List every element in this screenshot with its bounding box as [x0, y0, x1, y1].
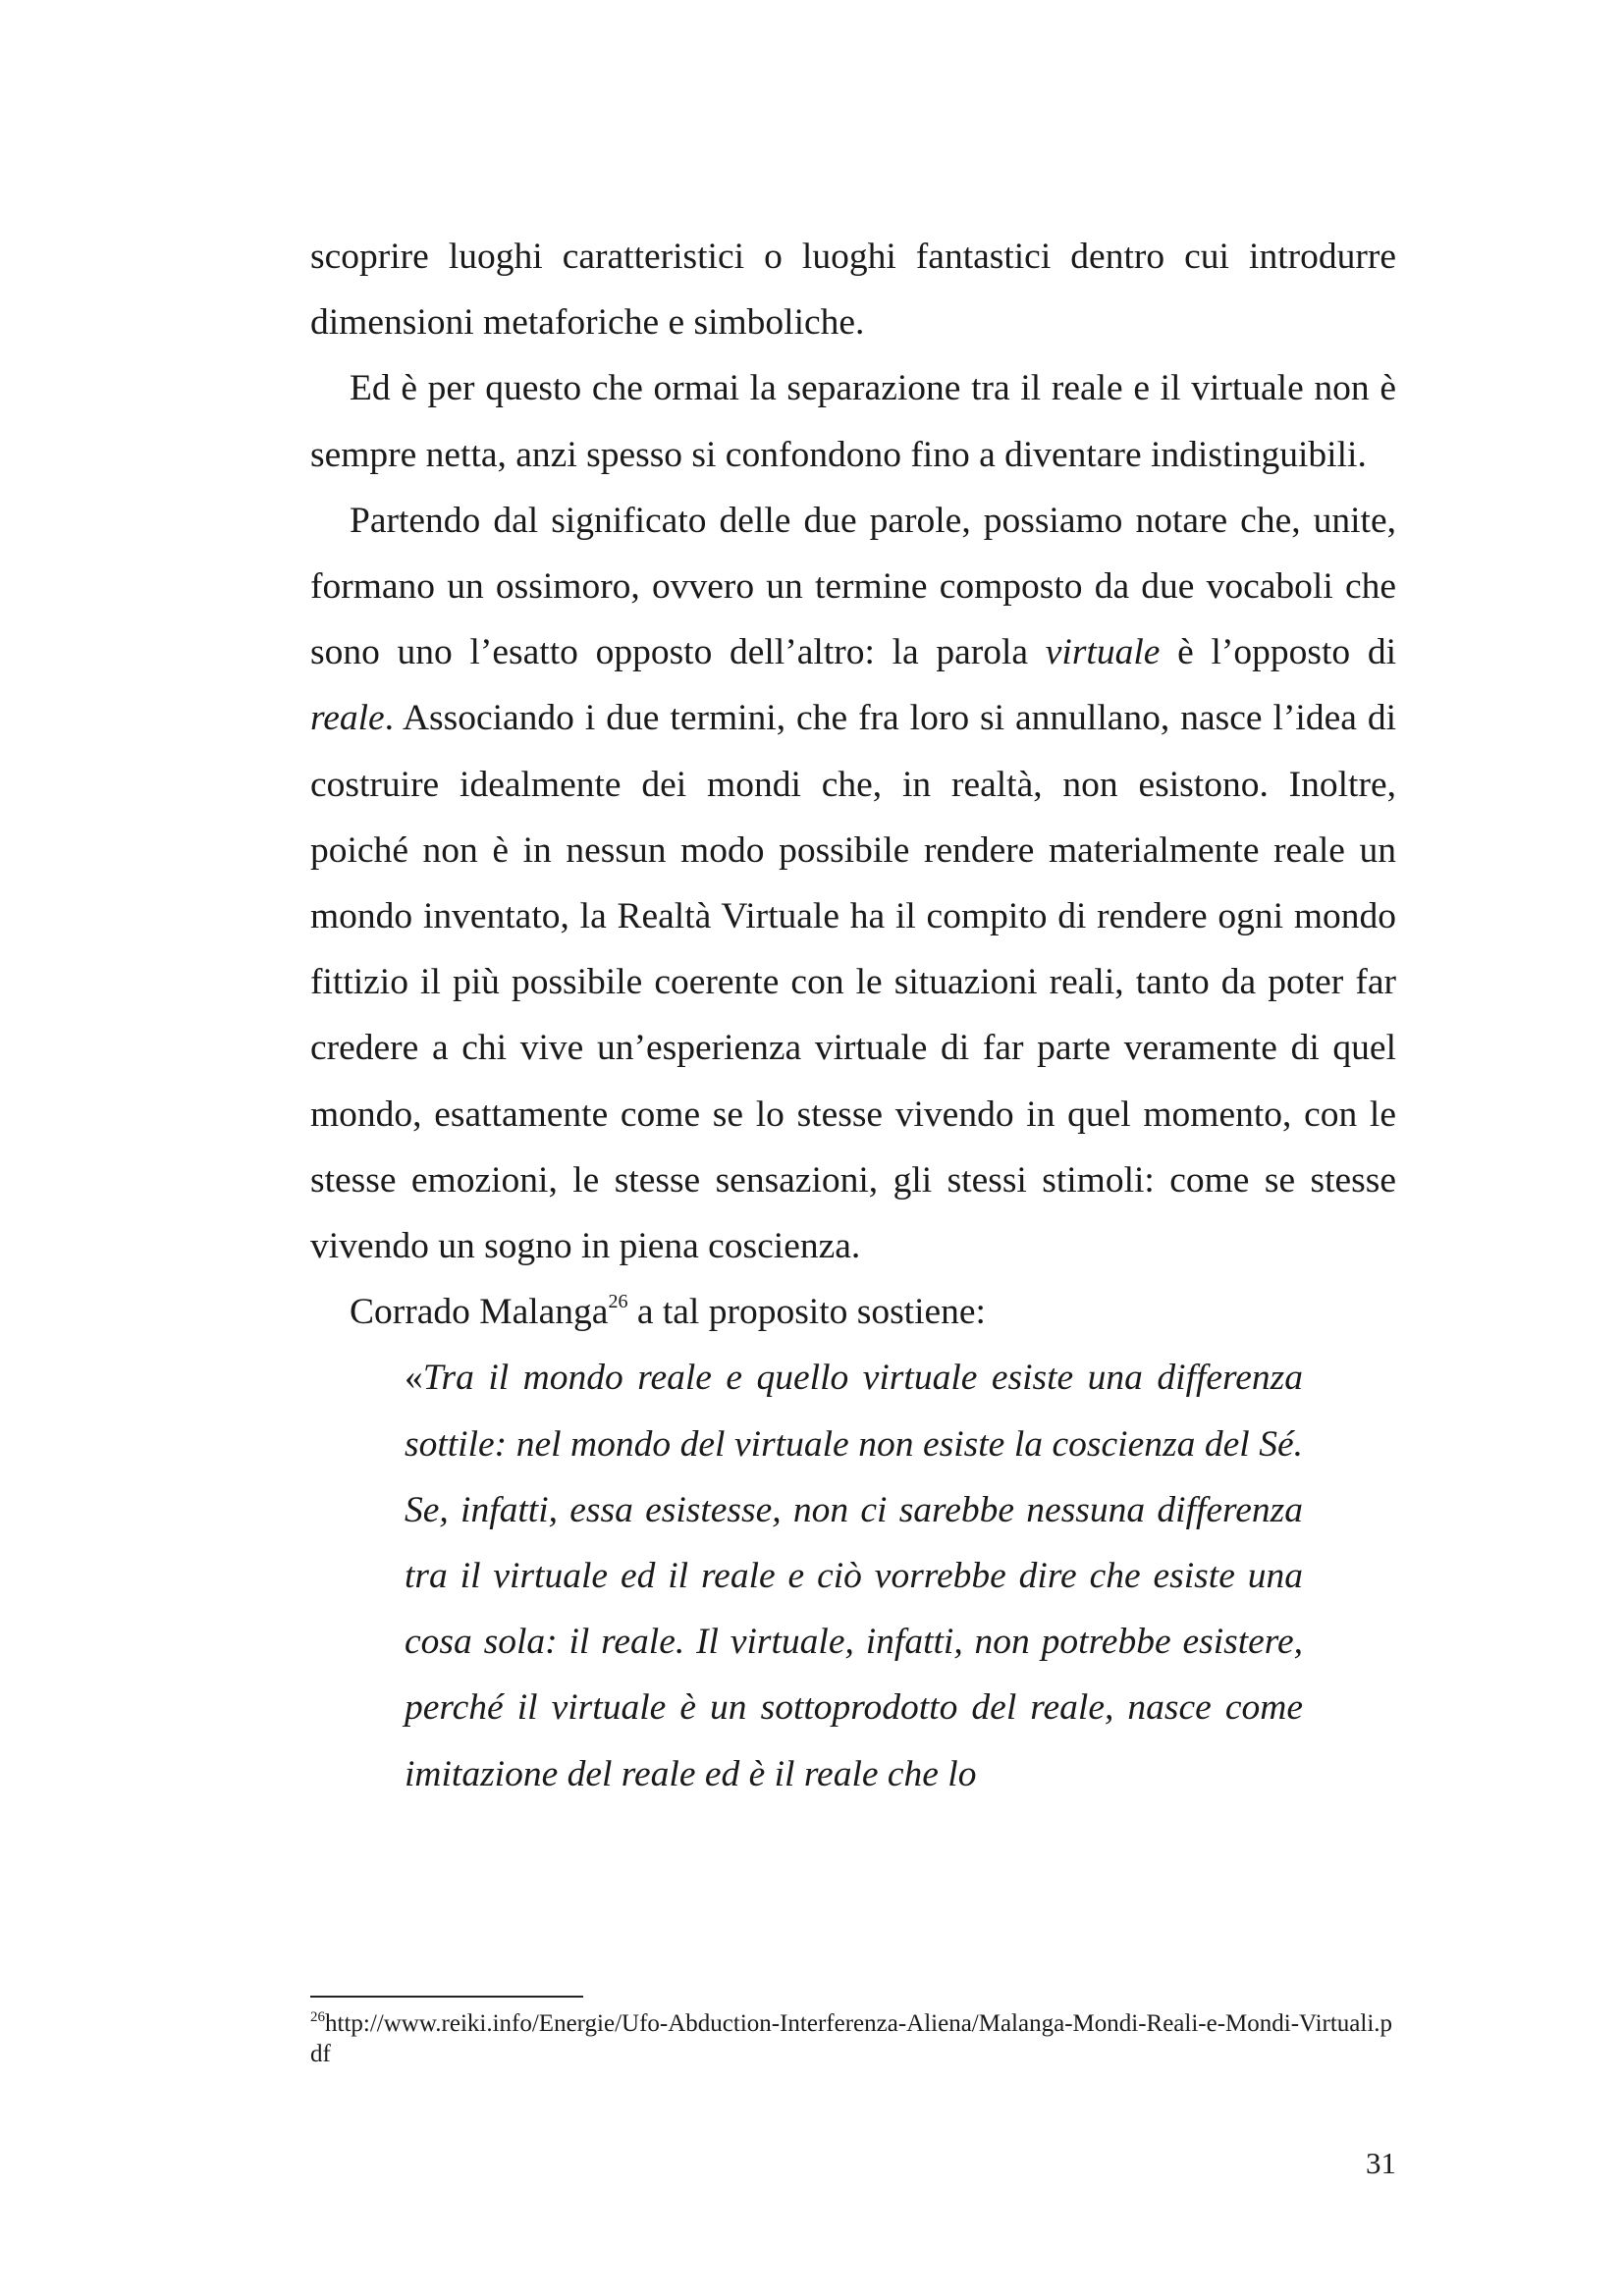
citation-author: Corrado Malanga	[350, 1292, 609, 1333]
footnote-reference[interactable]: 26	[608, 1291, 628, 1313]
page-number: 31	[1366, 2146, 1396, 2180]
paragraph-oxymoron-text-2: è l’opposto di	[1160, 632, 1396, 673]
quote-text: Tra il mondo reale e quello virtuale esiste una differenza sottile: nel mondo del virtuale non esiste la coscienza del Sé. Se, infatti, essa esistesse, non ci sarebbe nessuna differenza tra il virtuale ed il reale e ciò vorrebbe dire che esiste una cosa sola: il reale. Il virtuale, infatti, non potrebbe esistere, perché il virtuale è un sottoprodotto del reale, nasce come imitazione del reale ed è il reale che lo	[405, 1358, 1303, 1794]
emphasis-reale: reale	[310, 698, 385, 739]
citation-intro-rest: a tal proposito sostiene:	[627, 1292, 986, 1333]
paragraph-oxymoron-text-3: . Associando i due termini, che fra loro si annullano, nasce l’idea di costruire idealmente dei mondi che, in realtà, non esistono. Inoltre, poiché non è in nessun modo possibile rendere materialmente reale un mondo inventato, la Realtà Virtuale ha il compito di rendere ogni mondo fittizio il più possibile coerente con le situazioni reali, tanto da poter far credere a chi vive un’esperienza virtuale di far parte veramente di quel mondo, esattamente come se lo stesse vivendo in quel momento, con le stesse emozioni, le stesse sensazioni, gli stessi stimoli: come se stesse vivendo un sogno in piena coscienza.	[310, 698, 1396, 1267]
paragraph-oxymoron	[310, 488, 1396, 1279]
paragraph-oxymoron-text-1: Partendo dal significato delle due parole, possiamo notare che, unite, formano un ossimoro, ovvero un termine composto da due vocaboli che sono uno l’esatto opposto dell’altro: la parola	[310, 500, 1396, 673]
footnote	[310, 2008, 1396, 2069]
footnote-link[interactable]: http://www.reiki.info/Energie/Ufo-Abduction-Interferenza-Aliena/Malanga-Mondi-Reali-e-Mondi-Virtuali.pdf	[310, 2010, 1393, 2067]
paragraph-separation: Ed è per questo che ormai la separazione tra il reale e il virtuale non è sempre netta, anzi spesso si confondono fino a diventare indistinguibili.	[310, 368, 1396, 475]
paragraph-continuation: scoprire luoghi caratteristici o luoghi fantastici dentro cui introdurre dimensioni metaforiche e simboliche.	[310, 237, 1396, 344]
body-text	[310, 224, 1396, 1807]
citation-intro	[310, 1279, 1396, 1345]
footnote-separator	[310, 1996, 583, 1998]
block-quote	[405, 1345, 1303, 1806]
footnote-number: 26	[310, 2009, 325, 2025]
quote-open-mark: «	[405, 1358, 423, 1399]
emphasis-virtuale: virtuale	[1045, 632, 1161, 673]
